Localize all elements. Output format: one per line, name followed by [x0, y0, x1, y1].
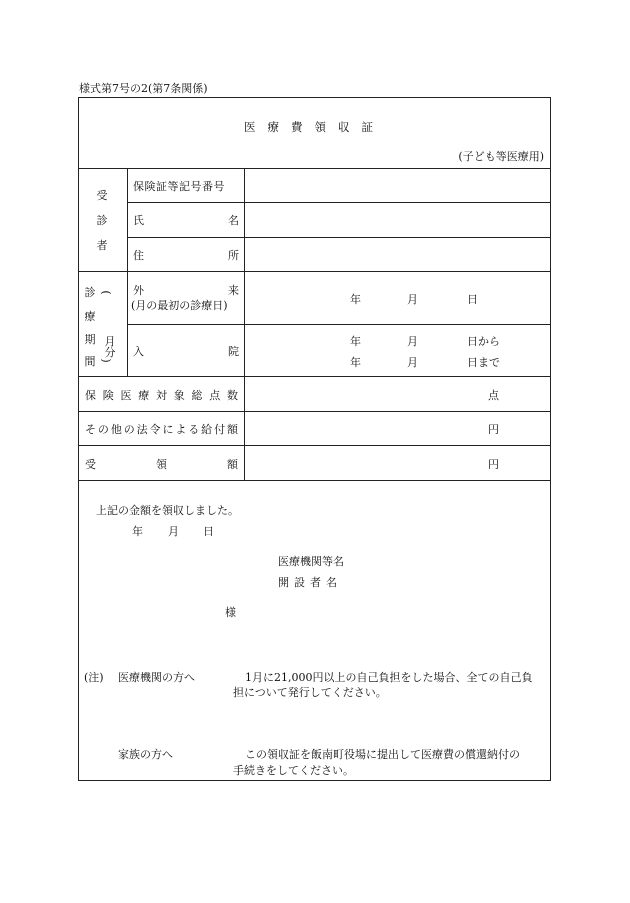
divider — [78, 411, 551, 412]
outpatient-label: 外 来 — [133, 284, 239, 297]
divider — [127, 168, 128, 376]
note-family-recipient: 家族の方へ — [118, 748, 173, 761]
period-month-char: 月 — [104, 335, 116, 348]
period-paren-open: ( — [99, 290, 113, 295]
note-prefix: (注) — [84, 671, 104, 684]
inpatient-from-day: 日から — [467, 335, 500, 348]
inpatient-to-day: 日まで — [467, 356, 500, 369]
note-family-text-line1: この領収証を飯南町役場に提出して医療費の償還納付の — [245, 748, 520, 761]
receipt-date-year: 年 — [132, 525, 143, 538]
divider — [78, 168, 551, 169]
address-label: 住 所 — [133, 249, 239, 262]
other-law-unit: 円 — [488, 423, 499, 436]
name-label: 氏 名 — [133, 214, 239, 227]
inpatient-to-month: 月 — [407, 356, 418, 369]
outpatient-month: 月 — [407, 293, 418, 306]
inpatient-to-year: 年 — [350, 356, 361, 369]
form-subtitle: (子ども等医療用) — [458, 150, 544, 163]
received-amount-label: 受 領 額 — [85, 458, 238, 471]
recipient-group-char: 診 — [96, 214, 108, 227]
received-unit: 円 — [488, 458, 499, 471]
note-medical-recipient: 医療機関の方へ — [118, 671, 195, 684]
receipt-statement: 上記の金額を領収しました。 — [96, 504, 239, 517]
divider — [78, 376, 551, 377]
period-group-char: 間 — [84, 355, 96, 368]
form-title: 医療費領収証 — [244, 120, 385, 134]
receipt-date-day: 日 — [203, 525, 214, 538]
points-unit: 点 — [488, 389, 499, 402]
note-family-text-line2: 手続きをしてください。 — [233, 764, 354, 777]
recipient-group-char: 者 — [96, 239, 108, 252]
divider — [78, 271, 551, 272]
outpatient-day: 日 — [467, 293, 478, 306]
inpatient-from-year: 年 — [350, 335, 361, 348]
insured-total-points-label: 保 険 医 療 対 象 総 点 数 — [85, 389, 238, 402]
period-paren-close: ) — [99, 358, 113, 363]
institution-name-label: 医療機関等名 — [278, 555, 344, 568]
period-group-char: 療 — [84, 310, 96, 323]
divider — [127, 324, 551, 325]
note-medical-text-line1: 1月に21,000円以上の自己負担をした場合、全ての自己負 — [245, 671, 533, 684]
honorific: 様 — [225, 606, 236, 619]
divider — [78, 480, 551, 481]
divider — [244, 168, 245, 480]
period-group-char: 期 — [84, 333, 96, 346]
inpatient-label: 入 院 — [133, 345, 239, 358]
period-group-char: 診 — [84, 286, 96, 299]
outpatient-year: 年 — [350, 293, 361, 306]
receipt-date-month: 月 — [168, 525, 179, 538]
divider — [127, 237, 551, 238]
divider — [78, 445, 551, 446]
form-number-label: 様式第7号の2(第7条関係) — [79, 82, 208, 95]
other-law-benefit-label: そ の 他 の 法 令 に よ る 給 付 額 — [85, 423, 238, 436]
note-medical-text-line2: 担について発行してください。 — [233, 686, 387, 699]
insurance-number-label: 保険証等記号番号 — [133, 180, 225, 193]
divider — [127, 202, 551, 203]
recipient-group-char: 受 — [96, 189, 108, 202]
inpatient-from-month: 月 — [407, 335, 418, 348]
outpatient-sub-label: (月の最初の診療日) — [131, 299, 228, 312]
founder-name-label: 開設者名 — [278, 576, 342, 589]
period-month-char: 分 — [104, 346, 116, 359]
